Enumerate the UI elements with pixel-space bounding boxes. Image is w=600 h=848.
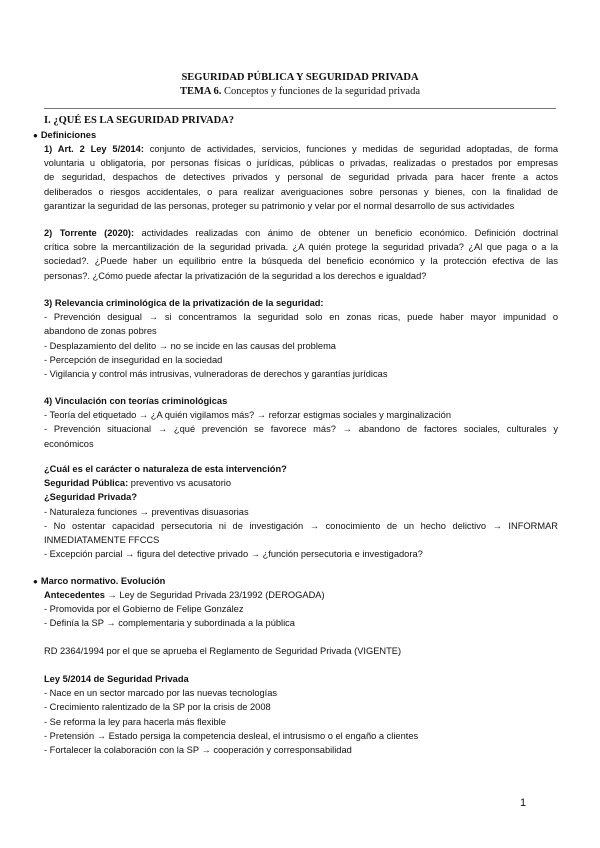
vinculacion-section (44, 394, 558, 451)
vinculacion-item: económicos (44, 438, 94, 449)
def2-line: sociedad?. ¿Puede haber un equilibrio entre la búsqueda del beneficio económico y la protección efectiva de las (44, 256, 558, 267)
ley-item: - Pretensión → Estado persiga la competencia desleal, el intrusismo o el engaño a clientes (44, 730, 419, 741)
caracter-item: - Excepción parcial → figura del detective privado → ¿función persecutoria e investigadora? (44, 549, 423, 560)
page-number: 1 (520, 797, 527, 809)
caracter-item: INMEDIATAMENTE FFCCS (44, 535, 160, 546)
relevancia-item: - Percepción de inseguridad en la sociedad (44, 354, 223, 365)
def1-label: 1) Art. 2 Ley 5/2014: (44, 144, 144, 154)
antecedentes-label: Antecedentes (44, 590, 105, 600)
antecedentes-item: - Definía la SP → complementaria y subordinada a la pública (44, 618, 295, 629)
relevancia-item: - Prevención desigual → si concentramos la seguridad solo en zonas ricas, puede haber mayor impunidad o (44, 312, 558, 323)
ley-item: - Se reforma la ley para hacerla más flexible (44, 716, 226, 727)
ley-section (44, 672, 558, 757)
relevancia-item: abandono de zonas pobres (44, 326, 157, 337)
relevancia-heading: 3) Relevancia criminológica de la privatización de la seguridad: (44, 298, 324, 308)
bullet-marco (33, 574, 165, 589)
bullet-dot-icon: ● (33, 577, 38, 586)
relevancia-section (44, 296, 558, 381)
def1-line: deliberados o riesgos accidentales, o para realizar averiguaciones sobre personas y bienes, con la finalidad de (44, 186, 558, 197)
def1-line: de seguridad, despachos de detectives privados y personal de seguridad privada para hacer frente a actos (44, 172, 558, 183)
vinculacion-item: - Prevención situacional → ¿qué prevención se favorece más? → abandono de factores sociales, culturales y (44, 424, 558, 435)
def2-label: 2) Torrente (2020): (44, 228, 135, 238)
publica-label: Seguridad Pública: (44, 478, 129, 489)
publica-line: Seguridad Pública: preventivo vs acusatorio (44, 478, 232, 489)
privada-label: ¿Seguridad Privada? (44, 492, 137, 503)
subtitle-text: Conceptos y funciones de la seguridad privada (221, 86, 420, 97)
caracter-item: - No ostentar capacidad persecutoria ni de investigación → conocimiento de un hecho delictivo → INFORMAR (44, 520, 558, 531)
def1-line: garantizar la seguridad de las personas, proteger su patrimonio y velar por el normal desarrollo de sus actividades (44, 200, 515, 211)
ley-item: - Fortalecer la colaboración con la SP → cooperación y corresponsabilidad (44, 745, 352, 756)
definiciones-heading: Definiciones (40, 130, 97, 140)
def2-line: personas?. ¿Cómo puede afectar la privatización de la seguridad a los derechos e igualdad? (44, 270, 427, 281)
rd-text: RD 2364/1994 por el que se aprueba el Reglamento de Seguridad Privada (VIGENTE) (44, 646, 402, 656)
rd-line (44, 644, 558, 658)
document-subtitle (0, 86, 600, 97)
def1-line: voluntaria u obligatoria, por personas físicas o jurídicas, públicas o privadas, realizadas o prestados por empresas (44, 158, 558, 169)
marco-heading: Marco normativo. Evolución (40, 576, 166, 586)
vinculacion-item: - Teoría del etiquetado → ¿A quién vigilamos más? → reforzar estigmas sociales y marginalización (44, 410, 452, 421)
bullet-dot-icon: ● (33, 131, 38, 140)
ley-heading: Ley 5/2014 de Seguridad Privada (44, 674, 189, 684)
def2-line: 2) Torrente (2020): actividades realizadas con ánimo de obtener un beneficio económico. Definición doctrinal (44, 228, 559, 238)
antecedentes-line: Antecedentes → Ley de Seguridad Privada 23/1992 (DEROGADA) (44, 590, 325, 600)
relevancia-item: - Desplazamiento del delito → no se incide en las causas del problema (44, 340, 336, 351)
def1-line: 1) Art. 2 Ley 5/2014: conjunto de actividades, servicios, funciones y medidas de seguridad adoptadas, de forma (44, 144, 558, 154)
def2-line: crítica sobre la mercantilización de la seguridad privada. ¿A quién protege la seguridad privada? ¿Al que paga o a la (44, 242, 558, 253)
definition-2 (44, 226, 558, 283)
header-rule (44, 108, 556, 109)
antecedentes-item: - Promovida por el Gobierno de Felipe González (44, 604, 244, 615)
subtitle-tema: TEMA 6. (180, 86, 222, 97)
definition-1 (44, 142, 558, 213)
vinculacion-heading: 4) Vinculación con teorías criminológicas (44, 396, 228, 406)
caracter-item: - Naturaleza funciones → preventivas disuasorias (44, 506, 249, 517)
caracter-section (44, 462, 558, 561)
relevancia-item: - Vigilancia y control más intrusivas, vulneradoras de derechos y garantías jurídicas (44, 369, 388, 380)
caracter-question: ¿Cuál es el carácter o naturaleza de esta intervención? (44, 464, 287, 474)
ley-item: - Crecimiento ralentizado de la SP por la crisis de 2008 (44, 702, 271, 713)
antecedentes-section (44, 588, 558, 631)
bullet-definiciones (33, 128, 96, 143)
document-title: SEGURIDAD PÚBLICA Y SEGURIDAD PRIVADA (181, 72, 419, 83)
ley-item: - Nace en un sector marcado por las nuevas tecnologías (44, 688, 278, 699)
section-title: I. ¿QUÉ ES LA SEGURIDAD PRIVADA? (44, 115, 235, 126)
